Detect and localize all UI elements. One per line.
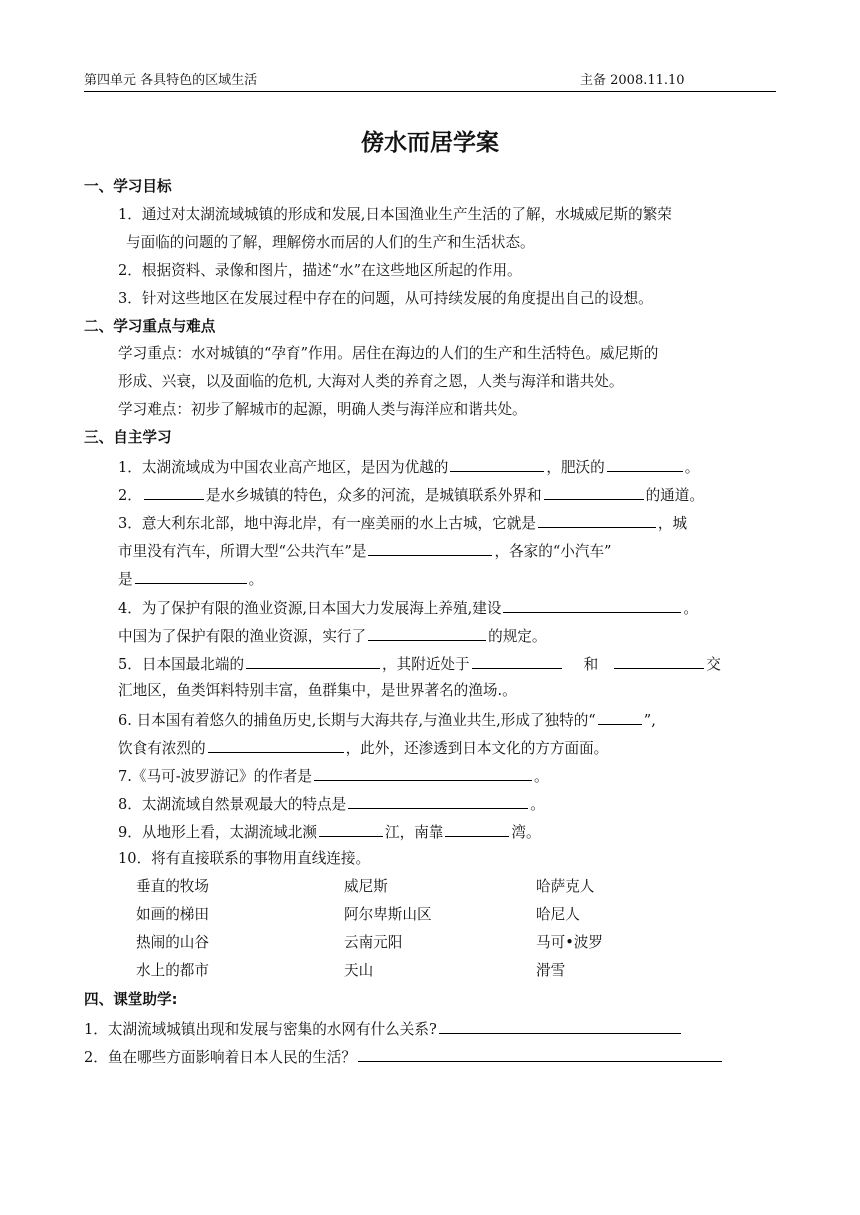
q2-text-b: 是水乡城镇的特色，众多的河流，是城镇联系外界和 <box>205 487 542 504</box>
question-6-line-2 <box>118 737 608 759</box>
q8-text-a: 8．太湖流域自然景观最大的特点是 <box>118 796 347 813</box>
q1-blank-2[interactable] <box>607 456 683 472</box>
q3-text-c: 市里没有汽车，所谓大型“公共汽车”是 <box>118 543 367 560</box>
match-col2-item[interactable]: 云南元阳 <box>344 934 403 951</box>
help-2-answer-line[interactable] <box>358 1046 722 1062</box>
q5-text-a: 5．日本国最北端的 <box>118 656 245 673</box>
q5-blank-1[interactable] <box>246 653 380 669</box>
question-10: 10．将有直接联系的事物用直线连接。 <box>118 850 371 867</box>
question-4-line-1 <box>118 597 698 619</box>
q3-blank-2[interactable] <box>368 540 492 556</box>
q9-blank-2[interactable] <box>445 821 509 837</box>
section-heading-focus: 二、学习重点与难点 <box>84 318 216 335</box>
q3-text-a: 3．意大利东北部，地中海北岸，有一座美丽的水上古城，它就是 <box>118 515 536 532</box>
question-9 <box>118 821 541 843</box>
q3-text-b: ，城 <box>657 515 688 532</box>
q9-text-a: 9．从地形上看，太湖流域北濒 <box>118 824 318 841</box>
q3-blank-1[interactable] <box>538 512 656 528</box>
match-col1-item[interactable]: 如画的梯田 <box>136 906 209 923</box>
goal-1-line-1: 1．通过对太湖流域城镇的形成和发展,日本国渔业生产生活的了解，水城威尼斯的繁荣 <box>118 206 672 223</box>
q5-blank-3[interactable] <box>614 653 704 669</box>
match-col3-item[interactable]: 哈萨克人 <box>536 878 595 895</box>
question-4-line-2 <box>118 625 547 647</box>
header-unit: 第四单元 各具特色的区域生活 <box>84 73 258 88</box>
q5-blank-2[interactable] <box>472 653 562 669</box>
q4-text-c: 中国为了保护有限的渔业资源，实行了 <box>118 628 367 645</box>
question-1 <box>118 456 699 478</box>
q1-text-c: 。 <box>684 459 700 476</box>
question-3-line-2 <box>118 540 612 562</box>
q5-text-b: ，其附近处于 <box>382 656 470 673</box>
q7-text-a: 7.《马可-波罗游记》的作者是 <box>118 768 312 785</box>
section-heading-class-help: 四、课堂助学: <box>84 991 178 1008</box>
q1-text-a: 1．太湖流域成为中国农业高产地区，是因为优越的 <box>118 459 449 476</box>
q7-blank-1[interactable] <box>314 765 532 781</box>
q9-text-c: 湾。 <box>511 824 541 841</box>
focus-key-line-2: 形成、兴衰，以及面临的危机, 大海对人类的养育之恩，人类与海洋和谐共处。 <box>118 373 624 390</box>
q1-text-b: ，肥沃的 <box>546 459 605 476</box>
q4-blank-1[interactable] <box>503 597 681 613</box>
q1-blank-1[interactable] <box>450 456 544 472</box>
q5-text-c: 和 <box>583 656 599 673</box>
match-col2-item[interactable]: 威尼斯 <box>344 878 388 895</box>
focus-difficulty: 学习难点：初步了解城市的起源，明确人类与海洋应和谐共处。 <box>118 401 527 418</box>
q3-text-f: 。 <box>248 571 264 588</box>
header-date: 主备 2008.11.10 <box>580 73 685 88</box>
q2-blank-1[interactable] <box>144 484 204 500</box>
match-col3-item[interactable]: 马可•波罗 <box>536 934 603 951</box>
page-title: 傍水而居学案 <box>361 130 499 156</box>
question-8 <box>118 793 545 815</box>
q9-text-b: 江，南靠 <box>385 824 444 841</box>
q6-blank-2[interactable] <box>208 737 344 753</box>
q4-text-a: 4．为了保护有限的渔业资源,日本国大力发展海上养殖,建设 <box>118 600 502 617</box>
goal-2: 2．根据资料、录像和图片，描述“水”在这些地区所起的作用。 <box>118 262 522 279</box>
match-col3-item[interactable]: 哈尼人 <box>536 906 580 923</box>
match-col1-item[interactable]: 垂直的牧场 <box>136 878 209 895</box>
section-heading-self-study: 三、自主学习 <box>84 429 172 446</box>
question-7 <box>118 765 549 787</box>
q6-text-c: 饮食有浓烈的 <box>118 740 206 757</box>
question-5-line-2: 汇地区，鱼类饵料特别丰富，鱼群集中，是世界著名的渔场.。 <box>118 682 517 699</box>
q6-blank-1[interactable] <box>598 709 642 725</box>
q4-text-b: 。 <box>683 600 699 617</box>
q4-blank-2[interactable] <box>368 625 486 641</box>
q2-text-a: 2． <box>118 487 142 504</box>
match-col2-item[interactable]: 天山 <box>344 962 374 979</box>
q2-blank-2[interactable] <box>544 484 644 500</box>
help-question-2 <box>84 1046 724 1068</box>
question-6-line-1 <box>118 709 656 731</box>
q8-text-b: 。 <box>530 796 545 813</box>
q6-text-b: ”, <box>643 712 656 729</box>
help-2-text: 2．鱼在哪些方面影响着日本人民的生活？ <box>84 1049 356 1066</box>
goal-1-line-2: 与面临的问题的了解，理解傍水而居的人们的生产和生活状态。 <box>126 234 535 251</box>
match-col3-item[interactable]: 滑雪 <box>536 962 566 979</box>
q4-text-d: 的规定。 <box>488 628 547 645</box>
match-col2-item[interactable]: 阿尔卑斯山区 <box>344 906 432 923</box>
question-2 <box>118 484 704 506</box>
page-header <box>84 72 776 90</box>
question-3-line-3 <box>118 568 263 590</box>
focus-key-line-1: 学习重点：水对城镇的“孕育”作用。居住在海边的人们的生产和生活特色。威尼斯的 <box>118 345 659 362</box>
question-3-line-1 <box>118 512 687 534</box>
q3-text-e: 是 <box>118 571 133 588</box>
help-question-1 <box>84 1018 683 1040</box>
question-5-line-1 <box>118 653 721 675</box>
help-1-answer-line[interactable] <box>439 1018 681 1034</box>
q8-blank-1[interactable] <box>348 793 528 809</box>
match-col1-item[interactable]: 热闹的山谷 <box>136 934 209 951</box>
goal-3: 3．针对这些地区在发展过程中存在的问题，从可持续发展的角度提出自己的设想。 <box>118 290 653 307</box>
q6-text-a: 6. 日本国有着悠久的捕鱼历史,长期与大海共存,与渔业共生,形成了独特的“ <box>118 712 596 729</box>
match-col1-item[interactable]: 水上的都市 <box>136 962 209 979</box>
q5-text-d: 交 <box>706 656 721 673</box>
q9-blank-1[interactable] <box>319 821 383 837</box>
help-1-text: 1．太湖流域城镇出现和发展与密集的水网有什么关系? <box>84 1021 437 1038</box>
q3-blank-3[interactable] <box>135 568 247 584</box>
q7-text-b: 。 <box>533 768 549 785</box>
q3-text-d: ，各家的“小汽车” <box>494 543 612 560</box>
q6-text-d: ，此外，还渗透到日本文化的方方面面。 <box>345 740 609 757</box>
header-rule <box>84 91 776 92</box>
q2-text-c: 的通道。 <box>645 487 704 504</box>
section-heading-goals: 一、学习目标 <box>84 178 172 195</box>
